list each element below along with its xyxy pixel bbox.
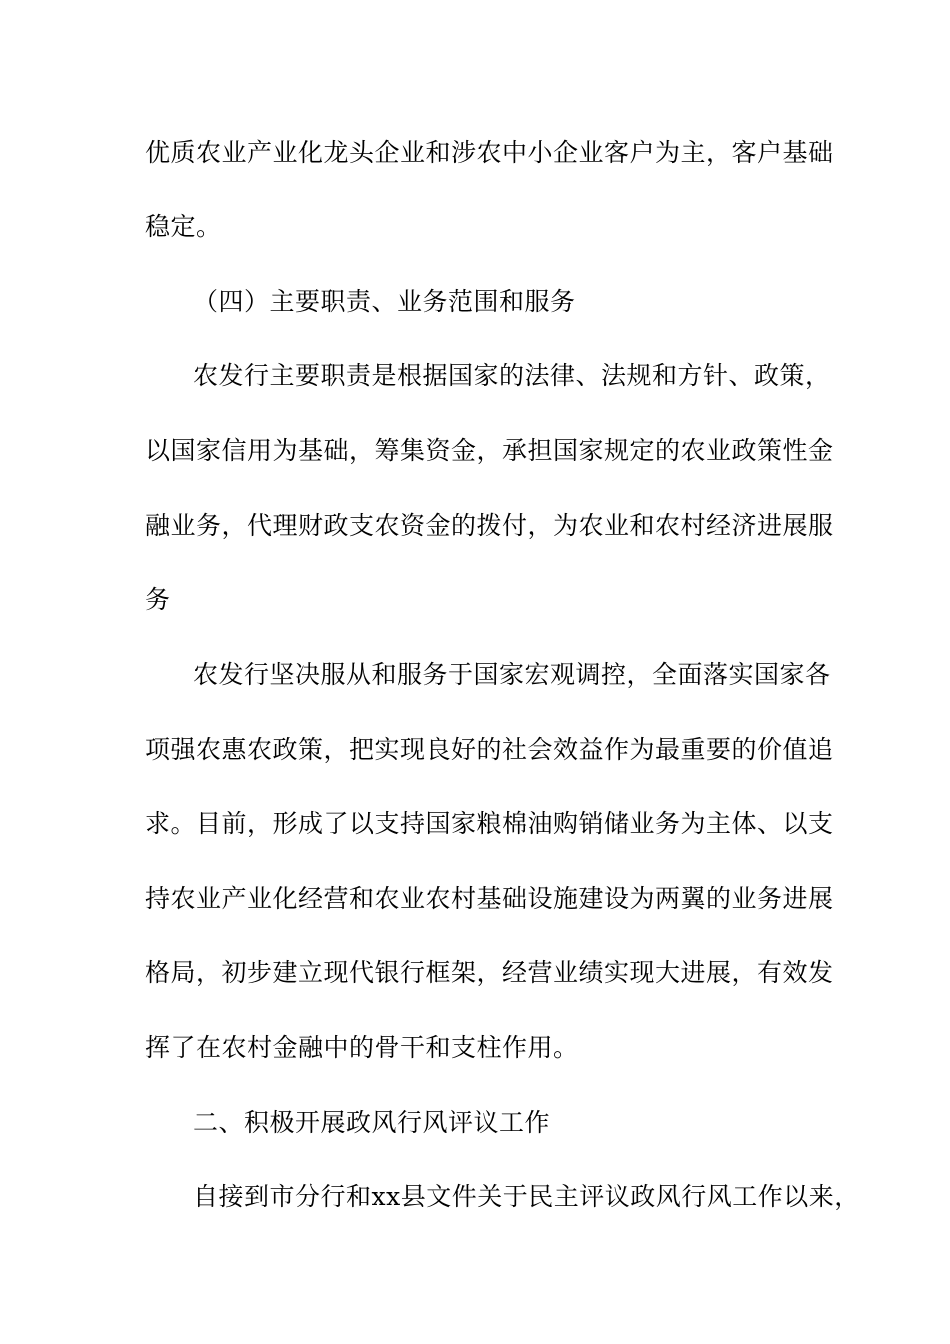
paragraph-line: 优质农业产业化龙头企业和涉农中小企业客户为主，客户基础	[145, 138, 834, 167]
paragraph-line: 农发行主要职责是根据国家的法律、法规和方针、政策，	[193, 361, 831, 390]
paragraph-line: 以国家信用为基础，筹集资金，承担国家规定的农业政策性金	[145, 436, 834, 465]
section-heading: 二、积极开展政风行风评议工作	[193, 1108, 551, 1137]
paragraph-line: 稳定。	[145, 212, 222, 241]
paragraph-line: 农发行坚决服从和服务于国家宏观调控，全面落实国家各	[193, 660, 831, 689]
paragraph-line: 自接到市分行和xx县文件关于民主评议政风行风工作以来，	[193, 1182, 860, 1211]
paragraph-line: 务	[145, 585, 171, 614]
paragraph-line: 挥了在农村金融中的骨干和支柱作用。	[145, 1033, 579, 1062]
paragraph-line: 求。目前，形成了以支持国家粮棉油购销储业务为主体、以支	[145, 809, 834, 838]
paragraph-line: 项强农惠农政策，把实现良好的社会效益作为最重要的价值追	[145, 735, 834, 764]
section-heading: （四）主要职责、业务范围和服务	[193, 287, 576, 316]
paragraph-line: 持农业产业化经营和农业农村基础设施建设为两翼的业务进展	[145, 884, 834, 913]
paragraph-line: 融业务，代理财政支农资金的拨付，为农业和农村经济进展服	[145, 511, 834, 540]
paragraph-line: 格局，初步建立现代银行框架，经营业绩实现大进展，有效发	[145, 958, 834, 987]
